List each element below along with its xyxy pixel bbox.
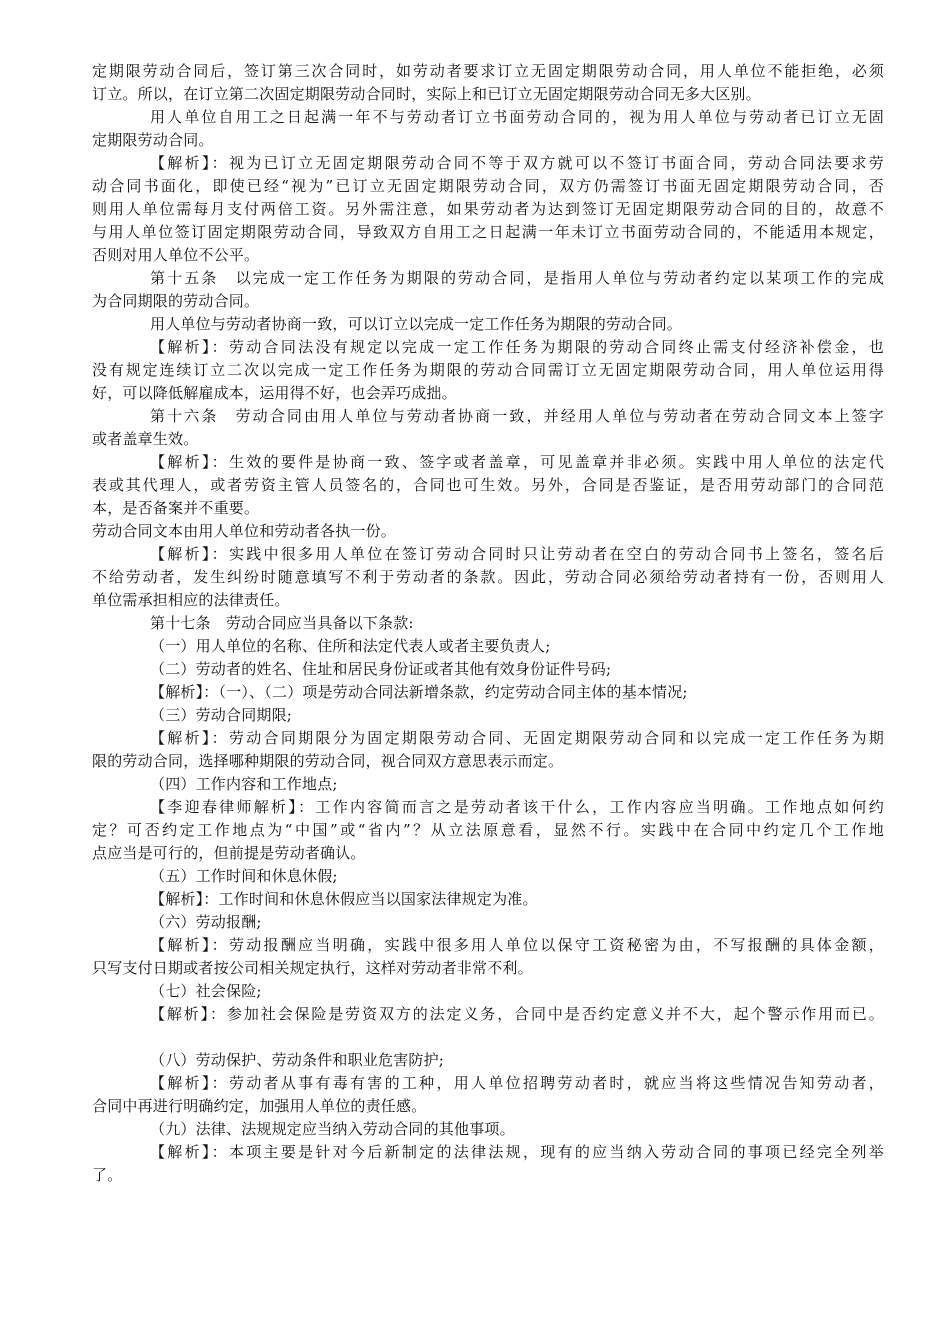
text-line: 用人单位与劳动者协商一致，可以订立以完成一定工作任务为期限的劳动合同。 [150,315,683,333]
text-line: 为合同期限的劳动合同。 [92,292,260,310]
text-line: （二）劳动者的姓名、住址和居民身份证或者其他有效身份证件号码; [150,660,612,678]
text-line: （六）劳动报酬; [150,913,262,931]
text-line: 只写支付日期或者按公司相关规定执行，这样对劳动者非常不利。 [92,959,533,977]
text-line: 订立。所以，在订立第二次固定期限劳动合同时，实际上和已订立无固定期限劳动合同无多大区别。 [92,85,761,103]
text-line: 动合同书面化，即使已经“视为”已订立无固定期限劳动合同，双方仍需签订书面无固定期限劳动合同，否 [92,177,884,195]
text-line: 限的劳动合同，选择哪种期限的劳动合同，视合同双方意思表示而定。 [92,752,564,770]
text-line: 本，是否备案并不重要。 [92,499,260,517]
text-line: 好，可以降低解雇成本，运用得不好，也会弄巧成拙。 [92,384,457,402]
text-line: 【李迎春律师解析】：工作内容简而言之是劳动者该干什么，工作内容应当明确。工作地点如何约 [150,798,884,816]
text-line: 第十六条 劳动合同由用人单位与劳动者协商一致，并经用人单位与劳动者在劳动合同文本上签字 [150,407,884,425]
text-line: （七）社会保险; [150,982,262,1000]
text-line: （四）工作内容和工作地点; [150,775,338,793]
text-line: （九）法律、法规规定应当纳入劳动合同的其他事项。 [150,1120,515,1138]
text-line: 【解析】：工作时间和休息休假应当以国家法律规定为准。 [150,890,538,908]
text-line: 单位需承担相应的法律责任。 [92,591,290,609]
text-line: 【解析】：生效的要件是协商一致、签字或者盖章，可见盖章并非必须。实践中用人单位的法定代 [150,453,884,471]
text-line: 定期限劳动合同后，签订第三次合同时，如劳动者要求订立无固定期限劳动合同，用人单位不能拒绝，必须 [92,62,884,80]
text-line: 第十七条 劳动合同应当具备以下条款: [150,614,414,632]
text-line: 定？可否约定工作地点为“中国”或“省内”？从立法原意看，显然不行。实践中在合同中约定几个工作地 [92,821,884,839]
text-line: （一）用人单位的名称、住所和法定代表人或者主要负责人; [150,637,551,655]
text-line: 定期限劳动合同。 [92,131,214,149]
text-line: （五）工作时间和休息休假; [150,867,338,885]
text-line: （三）劳动合同期限; [150,706,293,724]
text-line: 【解析】：视为已订立无固定期限劳动合同不等于双方就可以不签订书面合同，劳动合同法要求劳 [150,154,884,172]
text-line: 第十五条 以完成一定工作任务为期限的劳动合同，是指用人单位与劳动者约定以某项工作的完成 [150,269,884,287]
text-line: 表或其代理人，或者劳资主管人员签名的，合同也可生效。另外，合同是否鉴证，是否用劳动部门的合同范 [92,476,884,494]
text-line: 【解析】：劳动报酬应当明确，实践中很多用人单位以保守工资秘密为由，不写报酬的具体金额， [150,936,884,954]
text-line: 劳动合同文本由用人单位和劳动者各执一份。 [92,522,397,540]
blank-line [92,1026,884,1049]
text-line: 合同中再进行明确约定，加强用人单位的责任感。 [92,1097,427,1115]
text-line: 与用人单位签订固定期限劳动合同，导致双方自用工之日起满一年未订立书面劳动合同的，不能适用本规定， [92,223,884,241]
text-line: 则用人单位需每月支付两倍工资。另外需注意，如果劳动者为达到签订无固定期限劳动合同的目的，故意不 [92,200,884,218]
text-line: 不给劳动者，发生纠纷时随意填写不利于劳动者的条款。因此，劳动合同必须给劳动者持有一份，否则用人 [92,568,884,586]
text-line: 【解析】：本项主要是针对今后新制定的法律法规，现有的应当纳入劳动合同的事项已经完全列举 [150,1143,884,1161]
text-line: 用人单位自用工之日起满一年不与劳动者订立书面劳动合同的，视为用人单位与劳动者已订立无固 [150,108,884,126]
text-line: 了。 [92,1166,123,1184]
text-line: 【解析】：（一）、（二）项是劳动合同法新增条款，约定劳动合同主体的基本情况; [150,683,688,701]
text-line: 没有规定连续订立二次以完成一定工作任务为期限的劳动合同需订立无固定期限劳动合同，用人单位运用得 [92,361,884,379]
text-line: 【解析】：实践中很多用人单位在签订劳动合同时只让劳动者在空白的劳动合同书上签名，签名后 [150,545,884,563]
text-line: 【解析】：劳动者从事有毒有害的工种，用人单位招聘劳动者时，就应当将这些情况告知劳动者， [150,1074,884,1092]
text-line: 否则对用人单位不公平。 [92,246,260,264]
text-line: 或者盖章生效。 [92,430,199,448]
text-line: 点应当是可行的，但前提是劳动者确认。 [92,844,366,862]
text-line: （八）劳动保护、劳动条件和职业危害防护; [150,1051,445,1069]
text-line: 【解析】：劳动合同期限分为固定期限劳动合同、无固定期限劳动合同和以完成一定工作任务为期 [150,729,884,747]
text-line: 【解析】：参加社会保险是劳资双方的法定义务，合同中是否约定意义并不大，起个警示作用而已。 [150,1005,884,1023]
text-line: 【解析】：劳动合同法没有规定以完成一定工作任务为期限的劳动合同终止需支付经济补偿金，也 [150,338,884,356]
